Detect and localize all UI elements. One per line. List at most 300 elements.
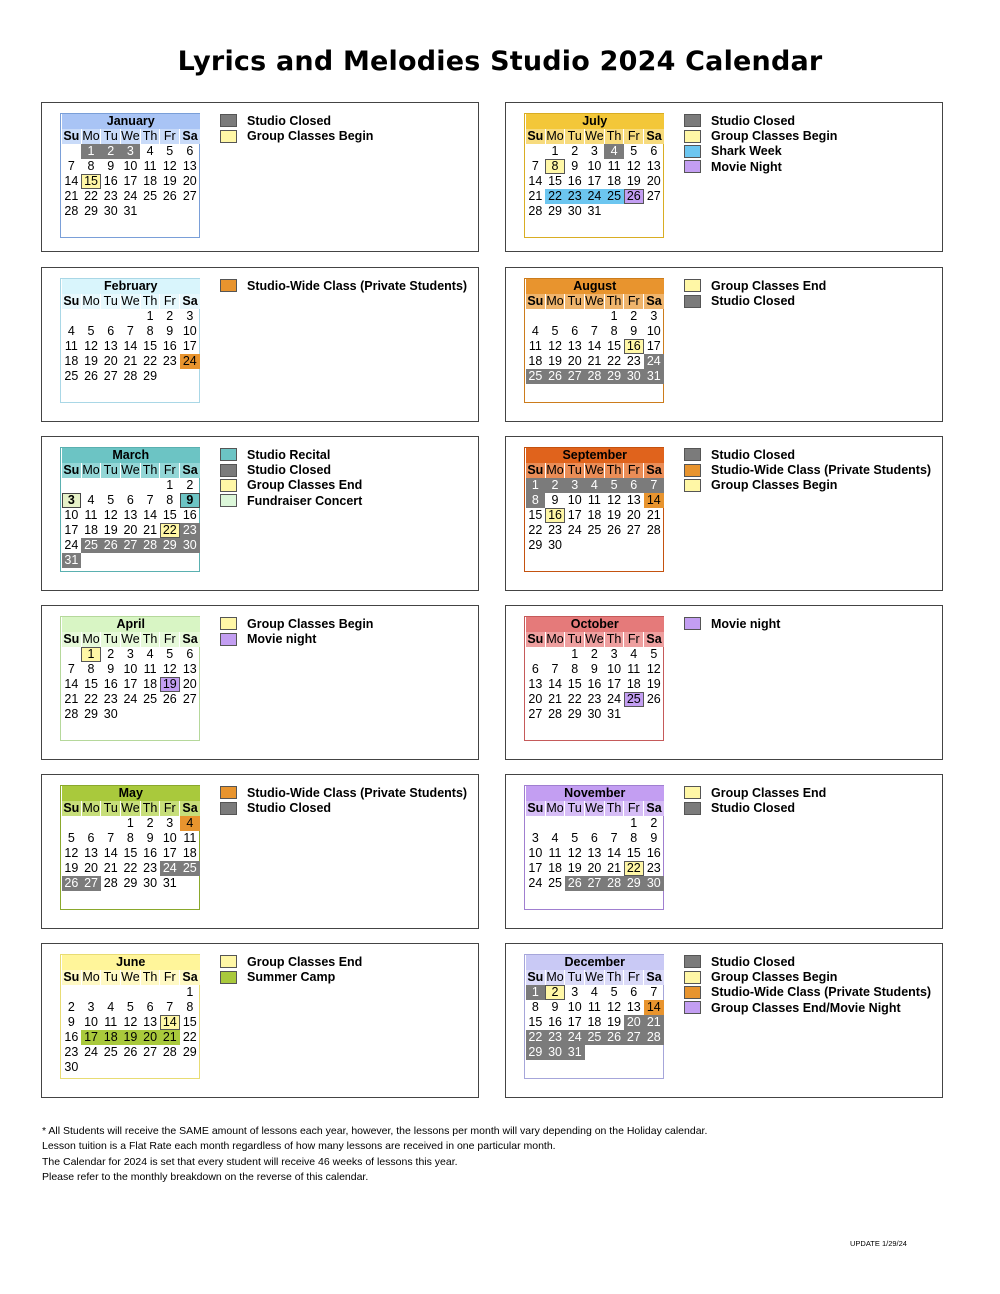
weekday-header: Th (140, 632, 160, 647)
day-cell: 11 (183, 831, 197, 845)
day-cell: 7 (531, 159, 539, 173)
day-cell: 7 (166, 1000, 174, 1014)
legend-label: Studio Closed (711, 954, 796, 969)
day-cell: 8 (531, 1000, 539, 1014)
month-name: January (62, 114, 201, 129)
empty-cell (565, 816, 585, 831)
weekday-header: Sa (180, 129, 200, 144)
day-cell: 5 (630, 144, 638, 158)
weekday-header: Mo (546, 463, 564, 477)
legend-item (684, 462, 931, 477)
weekday-header: Sa (644, 632, 664, 647)
day-cell: 26 (162, 692, 177, 706)
day-cell: 17 (64, 523, 79, 537)
legend-swatch (684, 114, 701, 127)
day-cell: 20 (182, 174, 197, 188)
day-cell: 26 (84, 369, 98, 383)
day-cell: 30 (548, 538, 562, 552)
month-calendar (524, 447, 664, 572)
legend-label: Movie Night (711, 159, 782, 174)
legend-label: Studio-Wide Class (Private Students) (711, 985, 932, 1000)
empty-cell (604, 538, 624, 553)
day-cell: 16 (182, 508, 197, 522)
day-cell: 24 (585, 189, 605, 204)
empty-cell (526, 309, 546, 324)
day-cell: 14 (64, 174, 79, 188)
day-cell: 4 (146, 647, 154, 661)
weekday-header: Mo (82, 970, 100, 984)
legend-swatch (684, 786, 701, 799)
day-cell: 11 (528, 339, 542, 353)
weekday-header: Th (604, 129, 624, 144)
day-cell: 12 (123, 1015, 138, 1029)
legend-label: Studio Closed (711, 294, 796, 309)
day-cell: 26 (123, 1045, 138, 1059)
legend-label: Studio-Wide Class (Private Students) (247, 785, 468, 800)
day-cell: 4 (630, 647, 638, 661)
day-cell: 4 (551, 831, 559, 845)
day-cell: 10 (587, 159, 602, 173)
day-cell: 12 (626, 159, 641, 173)
empty-cell (121, 707, 141, 722)
empty-cell (624, 204, 644, 219)
legend-swatch (684, 955, 701, 968)
weekday-header: Tu (565, 632, 585, 647)
day-cell: 3 (87, 1000, 95, 1014)
day-cell: 28 (64, 204, 79, 218)
day-cell: 7 (590, 324, 598, 338)
day-cell: 4 (180, 816, 200, 831)
day-cell: 1 (126, 816, 134, 830)
note-line: * All Students will receive the SAME amount of lessons each year, however, the lessons per month will vary depending on the Holiday calendar. (42, 1125, 708, 1137)
day-cell: 17 (123, 677, 138, 691)
day-cell: 19 (646, 677, 661, 691)
weekday-header: Su (527, 970, 544, 984)
day-cell: 10 (607, 662, 622, 676)
day-cell: 19 (103, 523, 118, 537)
month-panel-january (41, 102, 479, 252)
legend-item (684, 969, 931, 984)
month-name: November (526, 786, 665, 801)
day-cell: 8 (87, 159, 95, 173)
day-cell: 18 (528, 354, 543, 368)
day-cell: 22 (182, 1030, 197, 1044)
weekday-header: Mo (82, 632, 100, 646)
weekday-header: Sa (644, 801, 664, 816)
day-cell: 22 (160, 523, 180, 538)
day-cell: 16 (587, 677, 602, 691)
weekday-header: We (121, 129, 140, 143)
empty-cell (101, 478, 121, 493)
weekday-header: Fr (160, 129, 180, 144)
weekday-header: Fr (624, 632, 644, 647)
weekday-header: Su (527, 129, 544, 143)
day-cell: 27 (626, 523, 641, 537)
day-cell: 9 (590, 662, 598, 676)
day-cell: 2 (101, 144, 121, 159)
legend-item (684, 128, 837, 143)
day-cell: 18 (587, 1015, 602, 1029)
day-cell: 7 (644, 478, 664, 493)
month-panel-december (505, 943, 943, 1098)
day-cell: 4 (590, 985, 598, 999)
day-cell: 15 (162, 508, 177, 522)
empty-cell (81, 816, 101, 831)
day-cell: 3 (531, 831, 539, 845)
day-cell: 12 (162, 159, 177, 173)
day-cell: 13 (567, 339, 582, 353)
day-cell: 14 (548, 677, 562, 691)
day-cell: 21 (64, 692, 79, 706)
day-cell: 11 (84, 508, 98, 522)
month-name: April (62, 617, 201, 632)
weekday-header: Th (604, 294, 624, 309)
day-cell: 17 (81, 1030, 101, 1045)
day-cell: 13 (626, 1000, 641, 1014)
day-cell: 18 (143, 174, 158, 188)
day-cell: 19 (121, 1030, 141, 1045)
day-cell: 18 (101, 1030, 121, 1045)
weekday-header: Tu (565, 970, 585, 985)
month-name: August (526, 279, 665, 294)
legend-swatch (684, 295, 701, 308)
day-cell: 13 (646, 159, 661, 173)
day-cell: 6 (186, 647, 194, 661)
day-cell: 28 (103, 876, 118, 890)
day-cell: 25 (587, 523, 602, 537)
weekday-header: We (121, 632, 140, 646)
day-cell: 27 (528, 707, 543, 721)
legend-label: Group Classes End (247, 478, 363, 493)
legend-item (220, 954, 362, 969)
day-cell: 18 (607, 174, 622, 188)
legend-item (220, 128, 373, 143)
day-cell: 13 (182, 662, 197, 676)
note-line: The Calendar for 2024 is set that every student will receive 46 weeks of lessons this year. (42, 1155, 458, 1168)
month-panel-may (41, 774, 479, 929)
day-cell: 13 (182, 159, 197, 173)
day-cell: 3 (565, 478, 585, 493)
weekday-header: Th (604, 632, 624, 647)
day-cell: 23 (103, 189, 118, 203)
weekday-header: Th (604, 463, 624, 478)
empty-cell (160, 369, 180, 384)
legend-swatch (220, 617, 237, 630)
day-cell: 24 (180, 354, 200, 369)
day-cell: 4 (107, 1000, 115, 1014)
weekday-header: Mo (82, 294, 100, 308)
empty-cell (526, 647, 546, 662)
legend-swatch (220, 279, 237, 292)
day-cell: 7 (67, 159, 75, 173)
legend-swatch (684, 279, 701, 292)
day-cell: 8 (610, 324, 618, 338)
weekday-header: Tu (101, 129, 121, 144)
day-cell: 22 (123, 861, 138, 875)
legend-swatch (684, 802, 701, 815)
day-cell: 8 (545, 159, 565, 174)
empty-cell (604, 1045, 624, 1060)
legend-swatch (220, 448, 237, 461)
day-cell: 10 (123, 662, 138, 676)
day-cell: 22 (84, 692, 98, 706)
legend (220, 278, 467, 293)
weekday-header: Tu (565, 801, 585, 816)
day-cell: 8 (146, 324, 154, 338)
day-cell: 14 (160, 1015, 180, 1030)
month-name: July (526, 114, 665, 129)
day-cell: 4 (604, 144, 624, 159)
legend-label: Group Classes Begin (711, 129, 838, 144)
weekday-header: Fr (160, 801, 180, 816)
day-cell: 23 (162, 354, 177, 368)
legend-item (684, 1000, 931, 1015)
day-cell: 31 (62, 553, 82, 568)
day-cell: 22 (545, 189, 565, 204)
month-name: March (62, 448, 201, 463)
day-cell: 28 (604, 876, 624, 891)
weekday-header: Sa (644, 294, 664, 309)
day-cell: 21 (103, 861, 118, 875)
legend-swatch (684, 986, 701, 999)
legend-item (220, 616, 373, 631)
day-cell: 9 (551, 493, 559, 507)
day-cell: 29 (624, 876, 644, 891)
day-cell: 18 (548, 861, 562, 875)
legend-item (220, 969, 362, 984)
legend-item (220, 278, 467, 293)
day-cell: 22 (624, 861, 644, 876)
empty-cell (140, 1060, 160, 1075)
page-title: Lyrics and Melodies Studio 2024 Calendar (177, 46, 823, 77)
weekday-header: Su (527, 801, 544, 815)
day-cell: 20 (103, 354, 118, 368)
weekday-header: Sa (644, 970, 664, 985)
update-label: UPDATE 1/29/24 (850, 1239, 907, 1248)
month-name: February (62, 279, 201, 294)
day-cell: 19 (607, 508, 622, 522)
legend-swatch (684, 145, 701, 158)
weekday-header: Fr (624, 129, 644, 144)
day-cell: 5 (551, 324, 559, 338)
month-panel-october (505, 605, 943, 760)
day-cell: 1 (526, 985, 546, 1000)
weekday-header: Fr (160, 632, 180, 647)
legend-item (220, 478, 362, 493)
weekday-header: Tu (565, 294, 585, 309)
day-cell: 29 (604, 369, 624, 384)
day-cell: 31 (587, 204, 602, 218)
empty-cell (604, 204, 624, 219)
legend-swatch (220, 494, 237, 507)
day-cell: 6 (630, 985, 638, 999)
day-cell: 28 (528, 204, 543, 218)
day-cell: 20 (123, 523, 138, 537)
day-cell: 25 (585, 1030, 605, 1045)
legend-swatch (220, 633, 237, 646)
day-cell: 10 (84, 1015, 98, 1029)
day-cell: 15 (528, 1015, 543, 1029)
empty-cell (180, 369, 200, 384)
day-cell: 10 (182, 324, 197, 338)
legend-label: Studio Closed (247, 113, 332, 128)
day-cell: 17 (567, 508, 582, 522)
legend (684, 447, 931, 493)
day-cell: 23 (626, 354, 641, 368)
day-cell: 20 (567, 354, 582, 368)
day-cell: 27 (646, 189, 661, 203)
weekday-header: Th (140, 129, 160, 144)
empty-cell (180, 553, 200, 568)
day-cell: 1 (610, 309, 618, 323)
legend-label: Group Classes End/Movie Night (711, 1000, 901, 1015)
legend-label: Summer Camp (247, 970, 336, 985)
day-cell: 29 (528, 538, 543, 552)
day-cell: 14 (607, 846, 622, 860)
day-cell: 12 (103, 508, 118, 522)
legend-label: Studio Closed (247, 801, 332, 816)
day-cell: 2 (630, 309, 638, 323)
legend-item (220, 785, 467, 800)
weekday-header: Fr (624, 801, 644, 816)
weekday-header: Th (140, 463, 160, 478)
day-cell: 8 (87, 662, 95, 676)
empty-cell (62, 144, 82, 159)
day-cell: 29 (123, 876, 138, 890)
month-panel-april (41, 605, 479, 760)
weekday-header: Sa (180, 632, 200, 647)
empty-cell (565, 309, 585, 324)
day-cell: 9 (650, 831, 658, 845)
legend-swatch (220, 464, 237, 477)
day-cell: 23 (180, 523, 200, 538)
day-cell: 24 (528, 876, 543, 890)
day-cell: 16 (624, 339, 644, 354)
day-cell: 11 (587, 1000, 601, 1014)
day-cell: 29 (84, 204, 98, 218)
day-cell: 17 (646, 339, 661, 353)
day-cell: 1 (186, 985, 194, 999)
weekday-header: Su (63, 970, 80, 984)
weekday-header: Tu (565, 463, 585, 478)
day-cell: 19 (160, 677, 180, 692)
empty-cell (545, 647, 565, 662)
day-cell: 27 (143, 1045, 158, 1059)
month-calendar (524, 954, 664, 1079)
day-cell: 17 (182, 339, 197, 353)
day-cell: 11 (607, 159, 621, 173)
day-cell: 23 (548, 523, 562, 537)
day-cell: 22 (84, 189, 98, 203)
legend-label: Group Classes Begin (247, 129, 374, 144)
day-cell: 5 (107, 493, 115, 507)
month-panel-august (505, 267, 943, 422)
day-cell: 28 (140, 538, 160, 553)
day-cell: 5 (166, 647, 174, 661)
weekday-header: We (585, 463, 604, 477)
day-cell: 16 (162, 339, 177, 353)
month-panel-february (41, 267, 479, 422)
weekday-header: Th (604, 970, 624, 985)
day-cell: 15 (81, 174, 101, 189)
day-cell: 7 (126, 324, 134, 338)
day-cell: 1 (571, 647, 579, 661)
day-cell: 2 (67, 1000, 75, 1014)
day-cell: 19 (607, 1015, 622, 1029)
legend-label: Shark Week (711, 144, 782, 159)
empty-cell (624, 538, 644, 553)
weekday-header: Fr (624, 970, 644, 985)
day-cell: 18 (64, 354, 79, 368)
day-cell: 20 (646, 174, 661, 188)
weekday-header: Su (63, 294, 80, 308)
day-cell: 25 (180, 861, 200, 876)
weekday-header: Sa (180, 801, 200, 816)
day-cell: 7 (67, 662, 75, 676)
day-cell: 25 (624, 692, 644, 707)
day-cell: 15 (143, 339, 158, 353)
month-name: October (526, 617, 665, 632)
month-panel-september (505, 436, 943, 591)
day-cell: 26 (624, 189, 644, 204)
day-cell: 15 (607, 339, 622, 353)
empty-cell (644, 1045, 664, 1060)
day-cell: 14 (103, 846, 118, 860)
day-cell: 24 (607, 692, 622, 706)
day-cell: 23 (103, 692, 118, 706)
month-name: December (526, 955, 665, 970)
day-cell: 16 (143, 846, 158, 860)
weekday-header: Sa (644, 129, 664, 144)
month-panel-march (41, 436, 479, 591)
legend-item (684, 293, 826, 308)
day-cell: 3 (62, 493, 82, 508)
empty-cell (160, 985, 180, 1000)
day-cell: 15 (123, 846, 138, 860)
day-cell: 25 (526, 369, 546, 384)
day-cell: 19 (84, 354, 98, 368)
day-cell: 20 (624, 1015, 644, 1030)
day-cell: 3 (571, 985, 579, 999)
day-cell: 9 (107, 662, 115, 676)
weekday-header: We (121, 294, 140, 308)
legend (684, 954, 931, 1016)
day-cell: 19 (567, 861, 582, 875)
day-cell: 8 (630, 831, 638, 845)
weekday-header: Fr (624, 294, 644, 309)
day-cell: 2 (107, 647, 115, 661)
day-cell: 25 (103, 1045, 118, 1059)
month-panel-june (41, 943, 479, 1098)
day-cell: 26 (646, 692, 661, 706)
legend-swatch (684, 1001, 701, 1014)
legend-item (220, 447, 362, 462)
weekday-header: Fr (160, 294, 180, 309)
weekday-header: Sa (644, 463, 664, 478)
day-cell: 11 (587, 493, 601, 507)
weekday-header: Th (140, 970, 160, 985)
day-cell: 6 (87, 831, 95, 845)
weekday-header: Mo (546, 129, 564, 143)
day-cell: 6 (624, 478, 644, 493)
legend (220, 954, 362, 985)
legend-swatch (684, 479, 701, 492)
legend-swatch (220, 955, 237, 968)
legend-label: Studio Closed (711, 113, 796, 128)
empty-cell (160, 553, 180, 568)
day-cell: 9 (107, 159, 115, 173)
weekday-header: Su (63, 801, 80, 815)
